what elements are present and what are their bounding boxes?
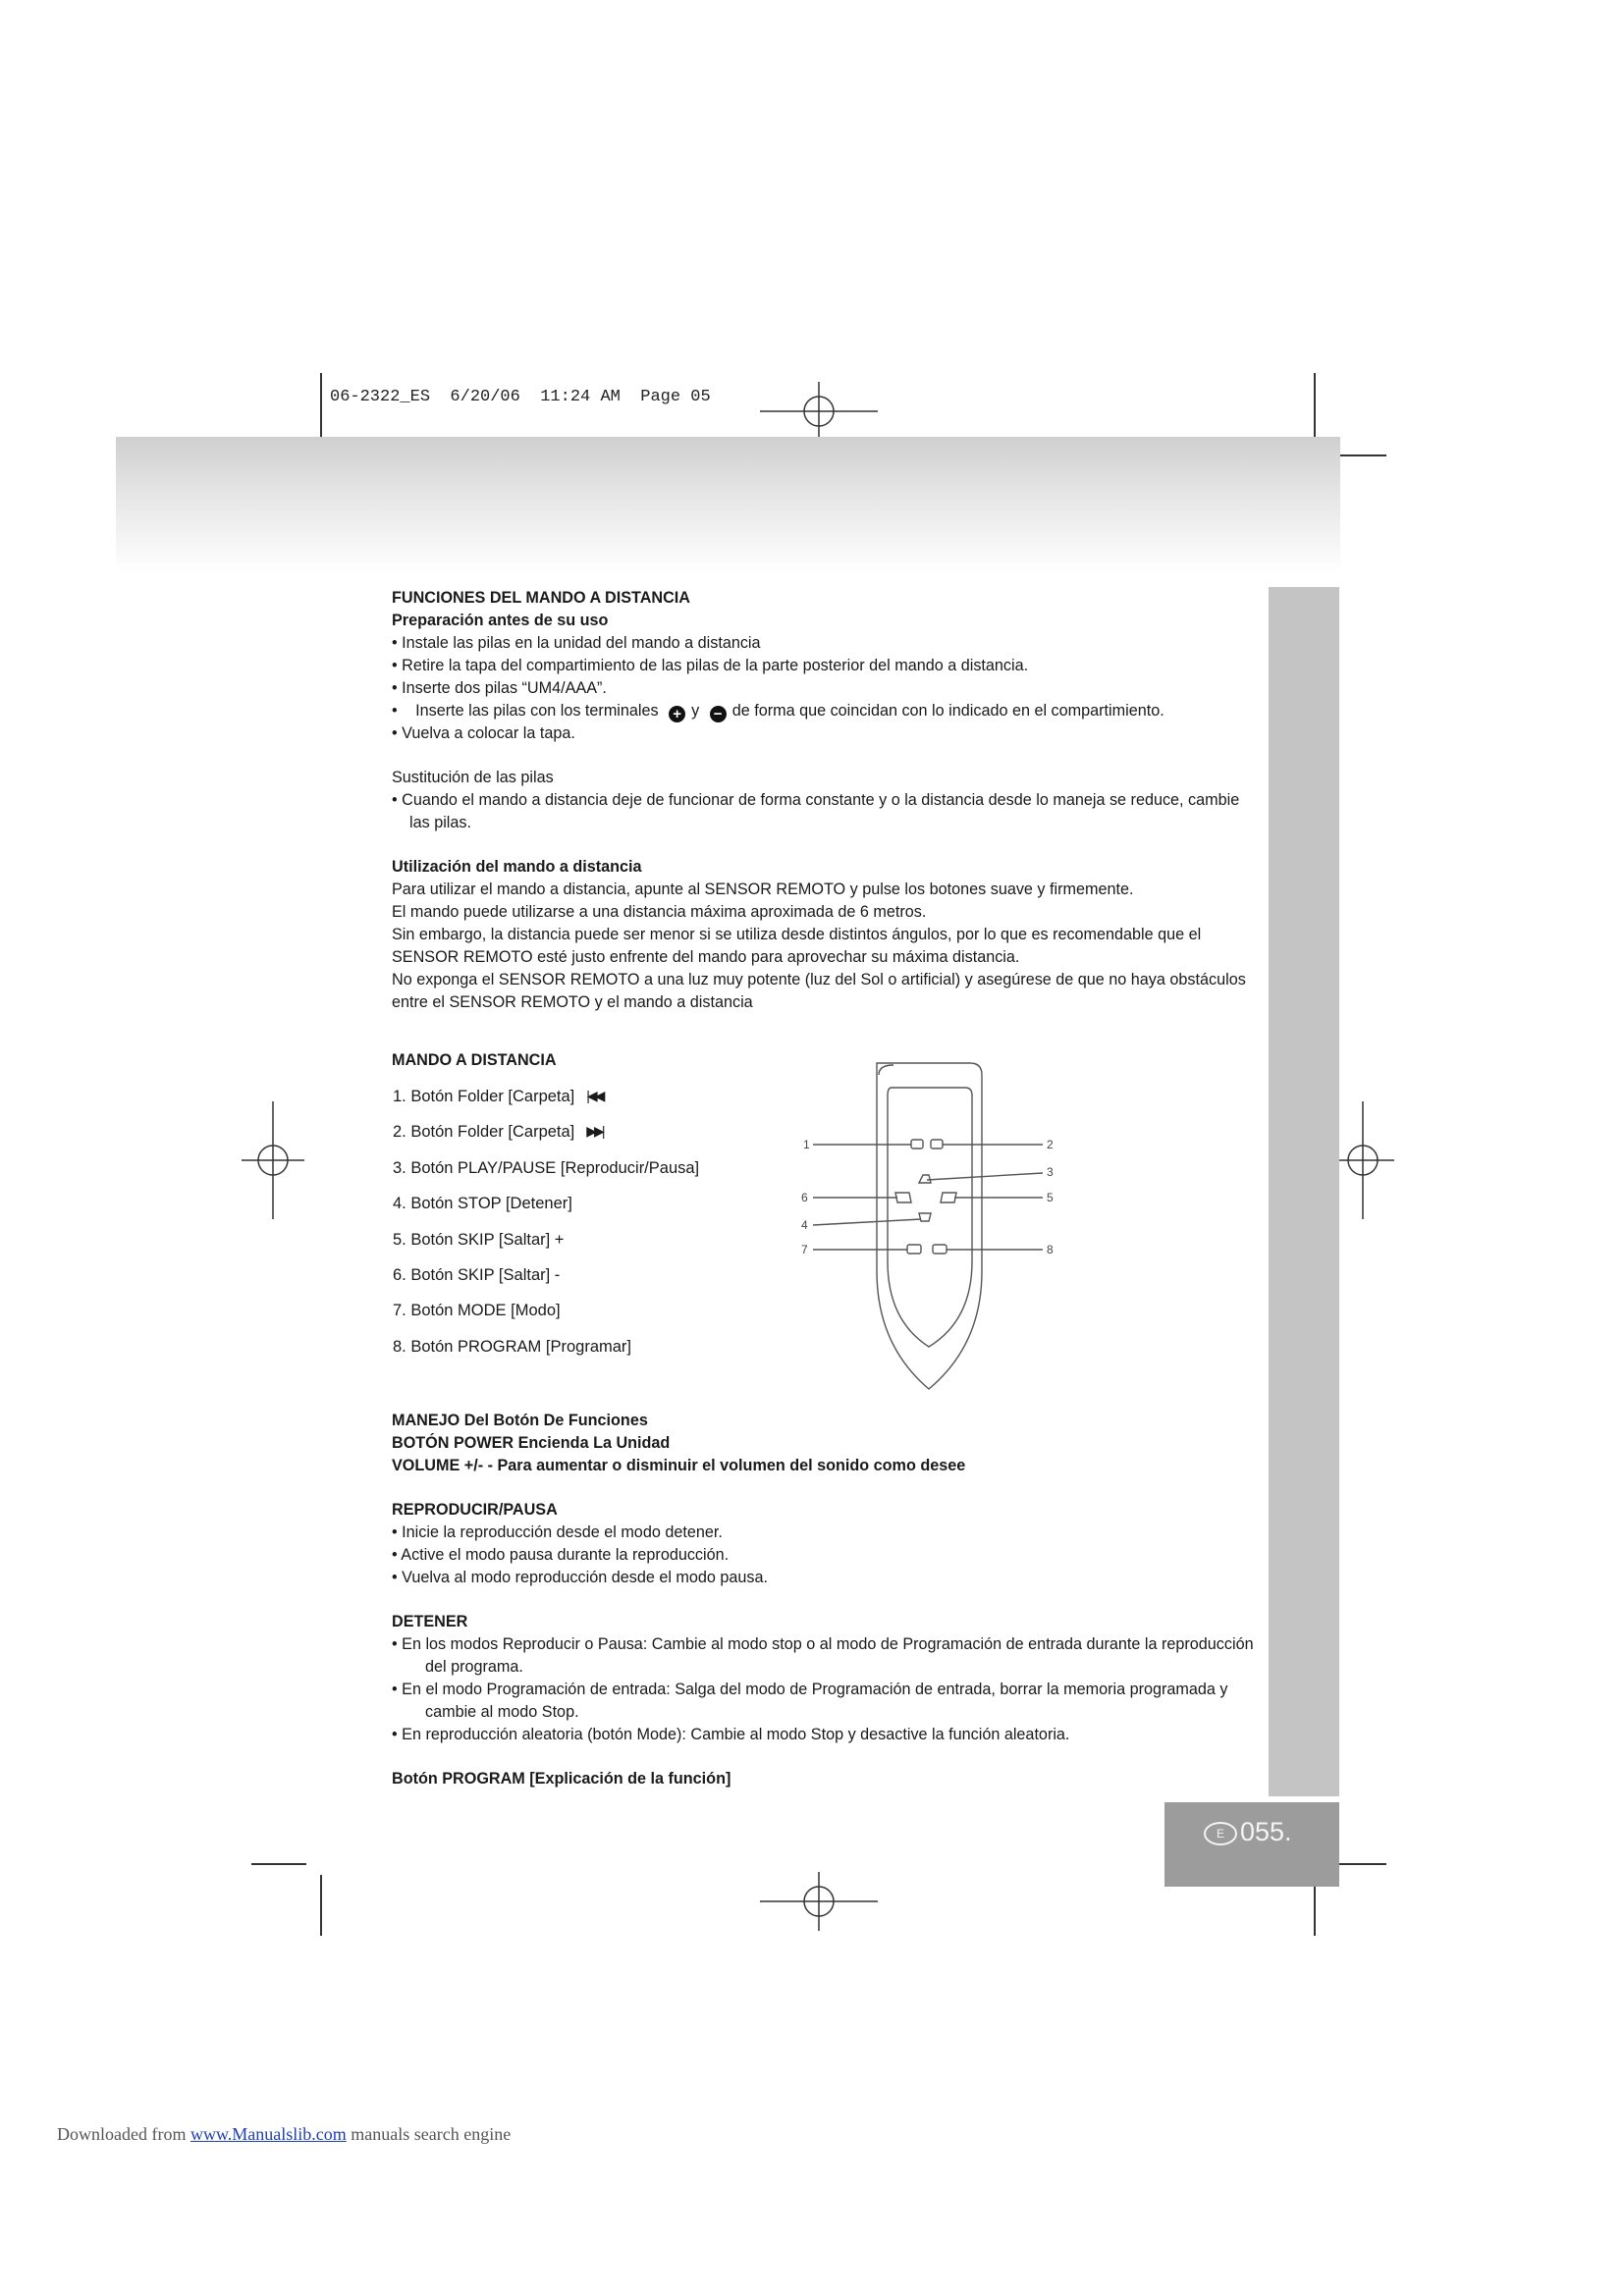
registration-mark-icon	[242, 1101, 304, 1219]
section-title: Sustitución de las pilas	[392, 769, 554, 786]
next-folder-icon: ▶▶|	[586, 1123, 603, 1140]
list-item: • Vuelva a colocar la tapa.	[392, 724, 575, 742]
list-item: • Instale las pilas en la unidad del mando a distancia	[392, 634, 761, 652]
list-item: • Cuando el mando a distancia deje de funcionar de forma constante y o la distancia desde lo maneja se reduce, cambie las pilas.	[392, 791, 1240, 831]
registration-mark-icon	[760, 1870, 878, 1933]
language-badge-icon: E	[1204, 1822, 1237, 1845]
registration-mark-icon	[760, 380, 878, 443]
list-item: 5. Botón SKIP [Saltar] +	[393, 1230, 565, 1249]
button-3	[919, 1175, 931, 1183]
diagram-label-3: 3	[1047, 1165, 1054, 1179]
list-item: • Inserte dos pilas “UM4/AAA”.	[392, 679, 607, 697]
bullet-marker: •	[392, 702, 398, 720]
list-item: • Active el modo pausa durante la reproducción.	[392, 1546, 730, 1564]
list-item: • Vuelva al modo reproducción desde el modo pausa.	[392, 1569, 769, 1586]
crop-mark	[320, 1875, 322, 1936]
polarity-text-after: de forma que coincidan con lo indicado en el compartimiento.	[731, 702, 1164, 720]
section-title: Botón PROGRAM [Explicación de la función]	[392, 1770, 731, 1788]
button-5	[941, 1193, 956, 1202]
side-tab	[1269, 587, 1339, 1796]
remote-button-list	[393, 1088, 699, 1373]
section-title: REPRODUCIR/PAUSA	[392, 1501, 558, 1519]
diagram-label-8: 8	[1047, 1243, 1054, 1256]
registration-mark-icon	[1331, 1101, 1394, 1219]
button-8	[933, 1245, 947, 1254]
list-item: 8. Botón PROGRAM [Programar]	[393, 1337, 631, 1356]
list-item: • Retire la tapa del compartimiento de las pilas de la parte posterior del mando a distancia.	[392, 657, 1029, 674]
list-item: • En el modo Programación de entrada: Salga del modo de Programación de entrada, borrar la memoria programada y cambie al modo Stop.	[392, 1681, 1228, 1721]
section-title: DETENER	[392, 1613, 468, 1630]
list-item: • Inicie la reproducción desde el modo detener.	[392, 1523, 723, 1541]
crop-mark	[1314, 373, 1316, 442]
paragraph-line: El mando puede utilizarse a una distancia máxima aproximada de 6 metros.	[392, 903, 927, 921]
diagram-label-5: 5	[1047, 1191, 1054, 1204]
list-item: 2. Botón Folder [Carpeta] ▶▶|	[393, 1123, 603, 1142]
remote-section-title: MANDO A DISTANCIA	[392, 1051, 557, 1069]
list-item: • En reproducción aleatoria (botón Mode): Cambie al modo Stop y desactive la función aleatoria.	[392, 1726, 1070, 1743]
list-item: 7. Botón MODE [Modo]	[393, 1302, 561, 1320]
diagram-label-1: 1	[803, 1138, 810, 1151]
section-title: Utilización del mando a distancia	[392, 858, 642, 876]
remote-outline	[877, 1063, 982, 1389]
section-subtitle: Preparación antes de su uso	[392, 612, 609, 629]
page-number-text: 055.	[1240, 1817, 1292, 1846]
paragraph-line: No exponga el SENSOR REMOTO a una luz muy potente (luz del Sol o artificial) y asegúrese de que no haya obstáculos entre el SENSOR REMOTO y el mando a distancia	[392, 971, 1246, 1011]
previous-folder-icon: |◀◀	[586, 1088, 603, 1103]
button-6	[895, 1193, 911, 1202]
lower-content	[392, 1410, 1256, 1790]
section-title: FUNCIONES DEL MANDO A DISTANCIA	[392, 589, 690, 607]
diagram-label-7: 7	[801, 1243, 808, 1256]
volume-line: VOLUME +/- - Para aumentar o disminuir el volumen del sonido como desee	[392, 1457, 966, 1474]
footer-prefix: Downloaded from	[57, 2124, 187, 2144]
diagram-label-2: 2	[1047, 1138, 1054, 1151]
paragraph-line: Sin embargo, la distancia puede ser menor si se utiliza desde distintos ángulos, por lo que es recomendable que el SENSOR REMOTO esté justo enfrente del mando para aprovechar su máxima distancia.	[392, 926, 1202, 966]
crop-mark	[1331, 1863, 1386, 1865]
remote-control-diagram	[785, 1060, 1080, 1399]
list-item: 1. Botón Folder [Carpeta] |◀◀	[393, 1088, 603, 1105]
list-item-polarity	[392, 700, 1256, 722]
footer	[57, 2124, 511, 2145]
print-slug: 06-2322_ES 6/20/06 11:24 AM Page 05	[330, 388, 711, 406]
minus-terminal-icon: −	[710, 706, 727, 722]
polarity-conj: y	[691, 702, 700, 720]
paragraph-line: Para utilizar el mando a distancia, apunte al SENSOR REMOTO y pulse los botones suave y firmemente.	[392, 881, 1134, 898]
header-band	[116, 437, 1340, 574]
polarity-text-before: Inserte las pilas con los terminales	[415, 702, 659, 720]
button-1	[911, 1140, 923, 1148]
button-4	[919, 1213, 931, 1221]
button-2	[931, 1140, 943, 1148]
button-7	[907, 1245, 921, 1254]
list-item: • En los modos Reproducir o Pausa: Cambie al modo stop o al modo de Programación de entrada durante la reproducción del programa.	[392, 1635, 1254, 1676]
page-number	[1204, 1817, 1292, 1847]
plus-terminal-icon: +	[669, 706, 685, 722]
list-item: 4. Botón STOP [Detener]	[393, 1195, 572, 1213]
main-content	[392, 587, 1256, 1072]
manualslib-link[interactable]: www.Manualslib.com	[189, 2124, 347, 2144]
list-item: 6. Botón SKIP [Saltar] -	[393, 1265, 561, 1284]
crop-mark	[320, 373, 322, 442]
footer-suffix: manuals search engine	[351, 2124, 512, 2144]
crop-mark	[251, 1863, 306, 1865]
section-title: MANEJO Del Botón De Funciones	[392, 1412, 648, 1429]
power-line: BOTÓN POWER Encienda La Unidad	[392, 1434, 671, 1452]
list-item: 3. Botón PLAY/PAUSE [Reproducir/Pausa]	[393, 1158, 700, 1177]
diagram-label-6: 6	[801, 1191, 808, 1204]
diagram-label-4: 4	[801, 1218, 808, 1232]
